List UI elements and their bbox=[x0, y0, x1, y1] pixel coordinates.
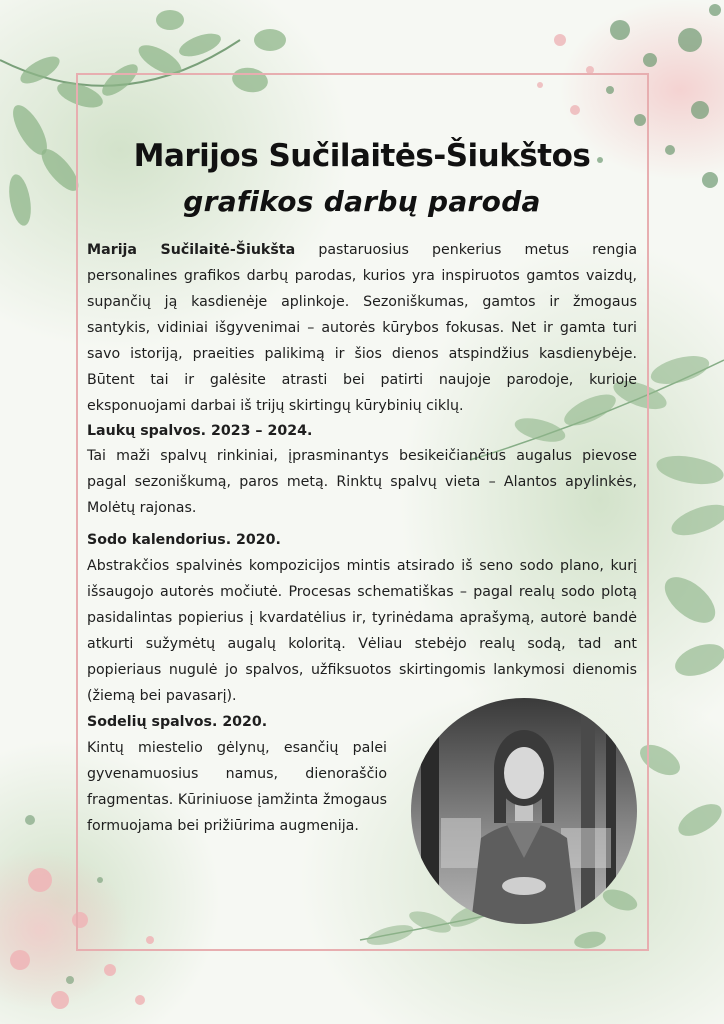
section-heading-sodeliu-spalvos: Sodelių spalvos. 2020. bbox=[87, 714, 268, 730]
page-title: Marijos Sučilaitės-Šiukštos bbox=[133, 138, 591, 174]
intro-paragraph bbox=[87, 237, 637, 419]
portrait-illustration bbox=[411, 698, 637, 924]
artist-portrait-photo bbox=[411, 698, 637, 924]
intro-text: pastaruosius penkerius metus rengia personalines grafikos darbų parodas, kurios yra inspiruotos gamtos vaizdų, supančių ją kasdienėje aplinkoje. Sezoniškumas, gamtos ir žmogaus santykis, vidiniai išgyvenimai – autorės kūrybos fokusas. Net ir gamta turi savo istoriją, praeities palikimą ir šios dienos atspindžius kasdienybėje. Būtent tai ir galėsite atrasti bei patirti naujoje parodoje, kurioje eksponuojami darbai iš trijų skirtingų kūrybinių ciklų. bbox=[87, 242, 638, 414]
artist-name: Marija Sučilaitė-Šiukšta bbox=[87, 242, 296, 258]
section-text-lauku-spalvos: Tai maži spalvų rinkiniai, įprasminantys besikeičiančius augalus pievose pagal sezoniškumą, paros metą. Rinktų spalvų vieta – Alantos apylinkės, Molėtų rajonas. bbox=[87, 448, 637, 516]
section-heading-lauku-spalvos: Laukų spalvos. 2023 – 2024. bbox=[87, 423, 313, 439]
page-subtitle: grafikos darbų paroda bbox=[183, 185, 541, 218]
section-text-sodo-kalendorius: Abstrakčios spalvinės kompozicijos mintis atsirado iš seno sodo plano, kurį išsaugojo autorės močiutė. Procesas schematiškas – pagal realų sodo plotą pasidalintas popierius į kvardatėlius ir, tyrinėdama aprašymą, autorė bandė atkurti sužymėtų augalų koloritą. Vėliau stebėjo realų sodą, tad ant popieriaus nugulė jo spalvos, užfiksuotos skirtingomis lankymosi dienomis (žiemą bei pavasarį). bbox=[87, 558, 637, 704]
section-text-sodeliu-spalvos: Kintų miestelio gėlynų, esančių palei gyvenamuosius namus, dienoraščio fragmentas. Kūriniuose įamžinta žmogaus formuojama bei prižiūrima augmenija. bbox=[87, 740, 387, 834]
section-heading-sodo-kalendorius: Sodo kalendorius. 2020. bbox=[87, 532, 281, 548]
